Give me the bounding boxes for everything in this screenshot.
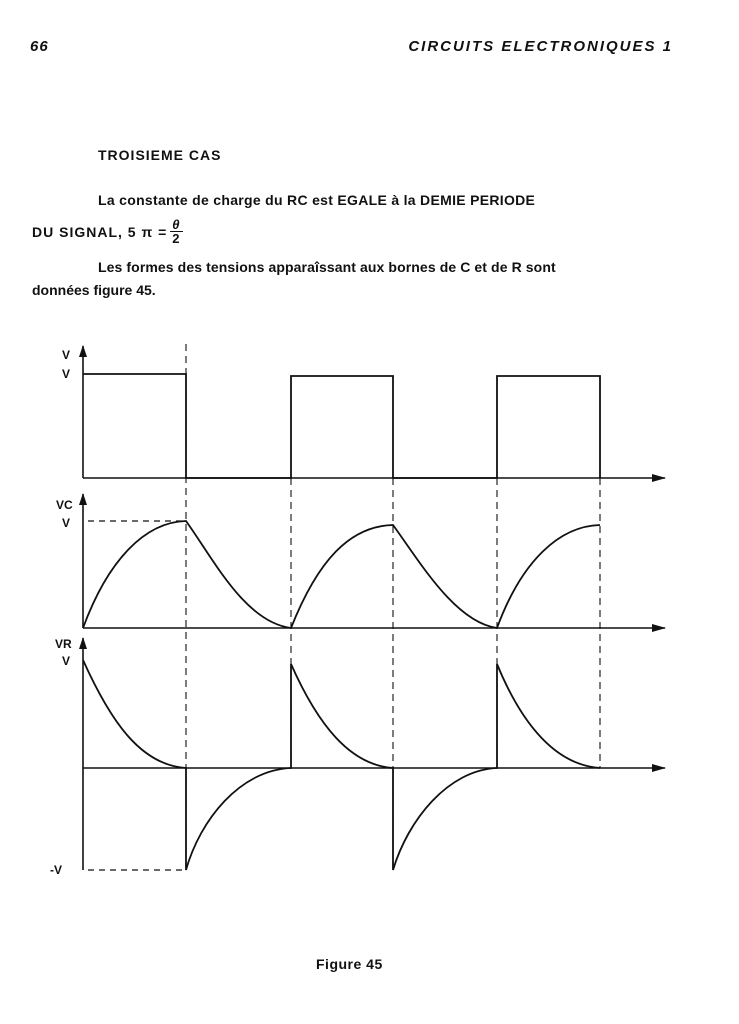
section-title: TROISIEME CAS [98, 147, 222, 163]
vr-axis-label: VR [55, 637, 72, 651]
vc-axis-label: VC [56, 498, 73, 512]
paragraph2-line2: données figure 45. [32, 282, 156, 298]
v-square-wave [83, 374, 600, 478]
vr-curve [83, 660, 600, 870]
figure-caption: Figure 45 [316, 956, 383, 972]
vc-level-label: V [62, 516, 71, 530]
v-level-label: V [62, 367, 71, 381]
paragraph1-line1: La constante de charge du RC est EGALE à la DEMIE PERIODE [98, 192, 536, 208]
vr-level-label: V [62, 654, 71, 668]
vc-curve [83, 521, 600, 628]
fraction-denominator: 2 [172, 231, 181, 246]
vr-neg-level-label: -V [50, 863, 62, 877]
paragraph2-line1: Les formes des tensions apparaîssant aux bornes de C et de R sont [98, 259, 556, 275]
page-number: 66 [30, 38, 49, 55]
paragraph1-text: DU SIGNAL, 5 π = [32, 223, 168, 240]
v-axis-label: V [62, 348, 71, 362]
book-title: CIRCUITS ELECTRONIQUES 1 [408, 38, 673, 55]
fraction-numerator: θ [172, 217, 181, 232]
